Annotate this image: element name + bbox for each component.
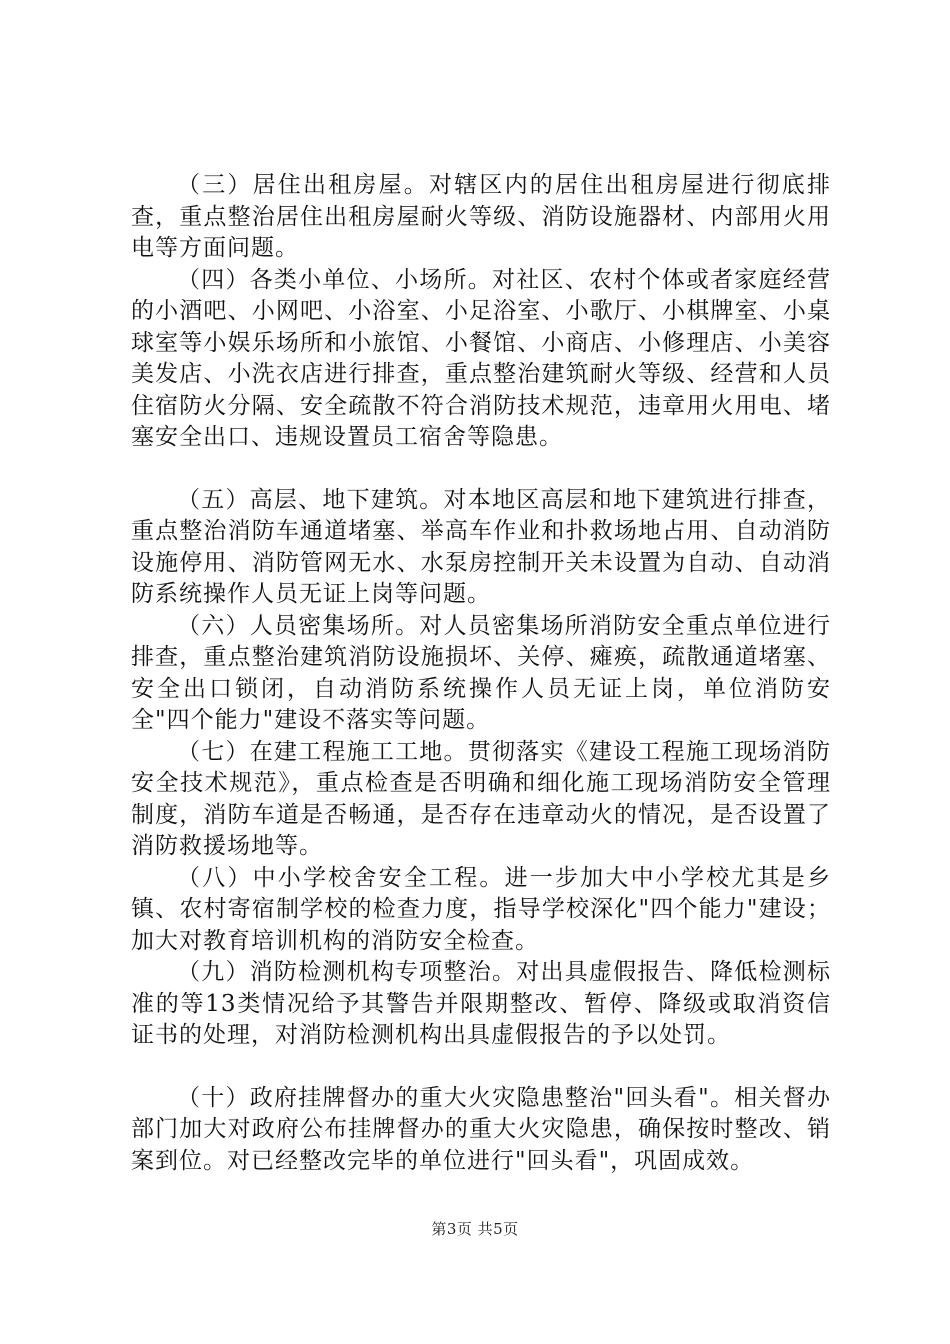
paragraph-high-rise-underground: （五）高层、地下建筑。对本地区高层和地下建筑进行排查，重点整治消防车通道堵塞、举高车作业和扑救场地占用、自动消防设施停用、消防管网无水、水泵房控制开关未设置为自动、自动消防系统操作人员无证上岗等问题。 <box>131 486 831 607</box>
paragraph-construction-sites: （七）在建工程施工工地。贯彻落实《建设工程施工现场消防安全技术规范》，重点检查是否明确和细化施工现场消防安全管理制度，消防车道是否畅通，是否存在违章动火的情况，是否设置了消防救援场地等。 <box>131 738 831 859</box>
paragraph-hazard-review: （十）政府挂牌督办的重大火灾隐患整治"回头看"。相关督办部门加大对政府公布挂牌督办的重大火灾隐患，确保按时整改、销案到位。对已经整改完毕的单位进行"回头看"，巩固成效。 <box>131 1084 831 1174</box>
paragraph-crowded-places: （六）人员密集场所。对人员密集场所消防安全重点单位进行排查，重点整治建筑消防设施损坏、关停、瘫痪，疏散通道堵塞、安全出口锁闭，自动消防系统操作人员无证上岗，单位消防安全"四个能力"建设不落实等问题。 <box>131 612 831 733</box>
page-number-footer: 第3页 共5页 <box>431 1220 519 1238</box>
paragraph-rental-housing: （三）居住出租房屋。对辖区内的居住出租房屋进行彻底排查，重点整治居住出租房屋耐火等级、消防设施器材、内部用火用电等方面问题。 <box>131 172 831 261</box>
paragraph-testing-agencies: （九）消防检测机构专项整治。对出具虚假报告、降低检测标准的等13类情况给予其警告并限期整改、暂停、降级或取消资信证书的处理，对消防检测机构出具虚假报告的予以处罚。 <box>131 959 831 1048</box>
paragraph-small-venues: （四）各类小单位、小场所。对社区、农村个体或者家庭经营的小酒吧、小网吧、小浴室、小足浴室、小歌厅、小棋牌室、小桌球室等小娱乐场所和小旅馆、小餐馆、小商店、小修理店、小美容美发店、小洗衣店进行排查，重点整治建筑耐火等级、经营和人员住宿防火分隔、安全疏散不符合消防技术规范，违章用火用电、堵塞安全出口、违规设置员工宿舍等隐患。 <box>131 266 831 450</box>
paragraph-school-safety: （八）中小学校舍安全工程。进一步加大中小学校尤其是乡镇、农村寄宿制学校的检查力度，指导学校深化"四个能力"建设；加大对教育培训机构的消防安全检查。 <box>131 864 831 954</box>
document-body <box>131 170 831 1177</box>
